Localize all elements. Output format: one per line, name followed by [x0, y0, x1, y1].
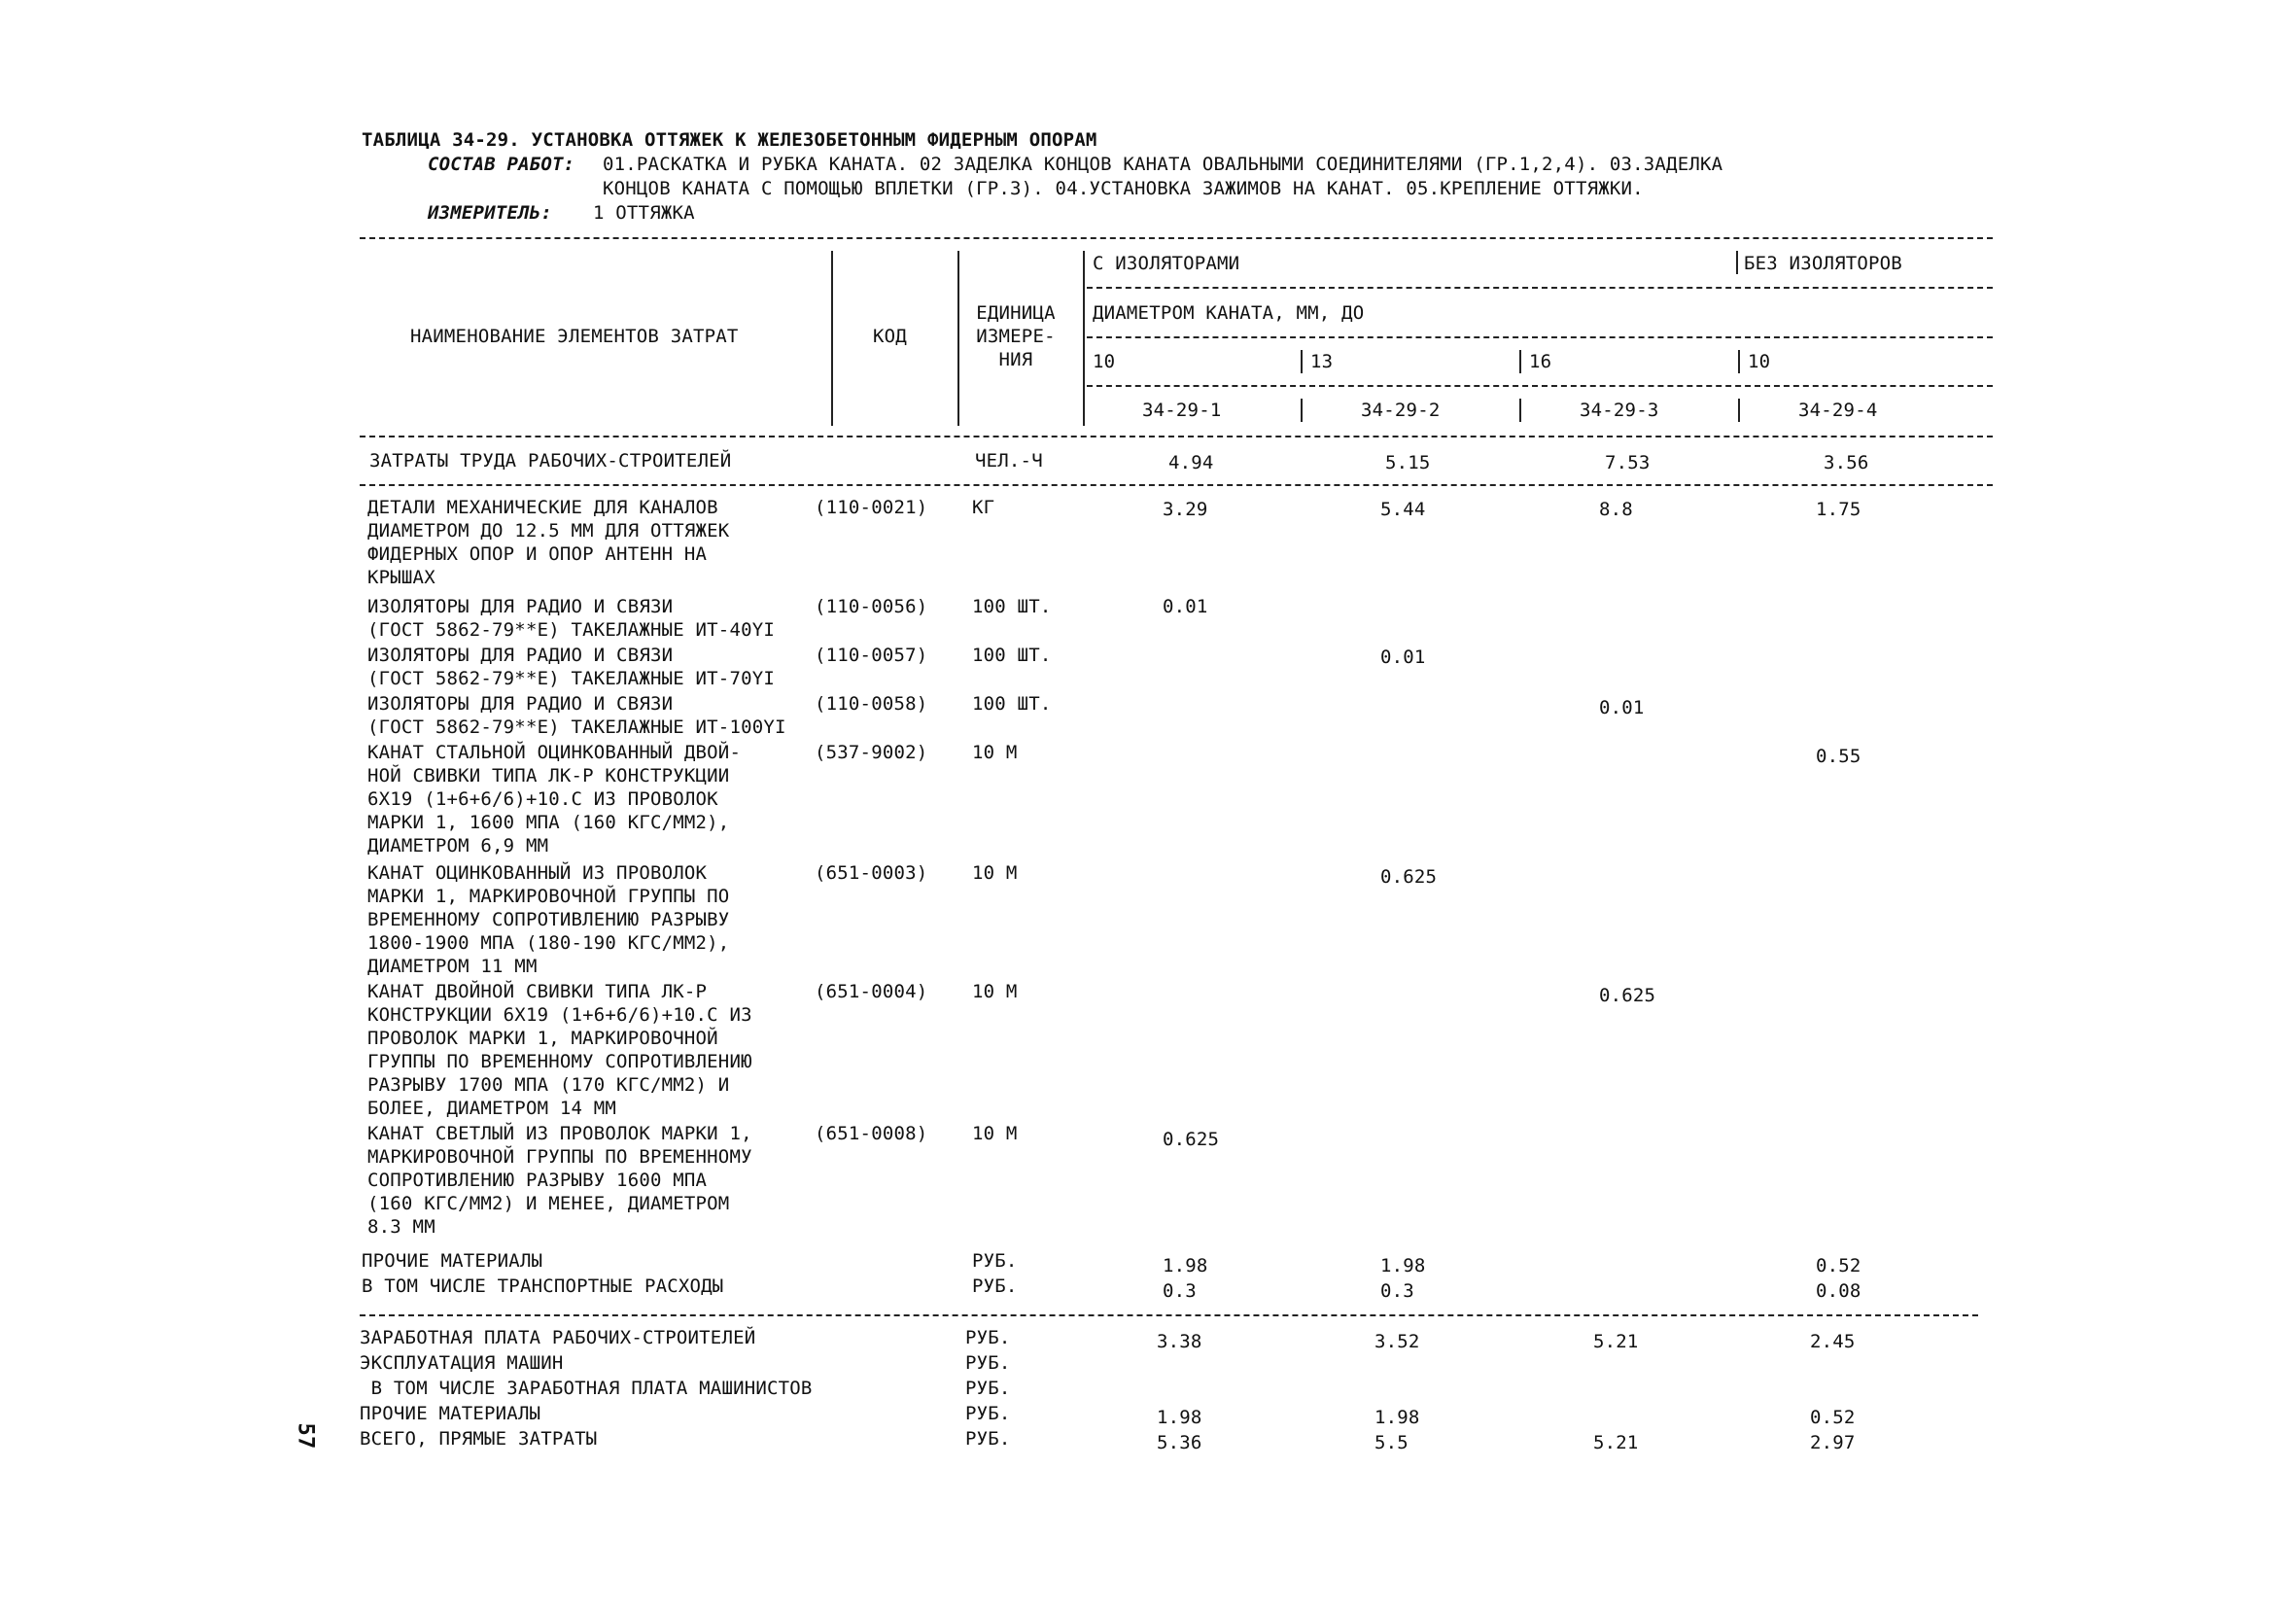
material-unit: 100 ШТ. — [972, 645, 1052, 666]
diameter-13: 13 — [1310, 351, 1334, 372]
header-separator-code — [831, 251, 833, 426]
header-top-rule — [360, 237, 1993, 239]
table-title: ТАБЛИЦА 34-29. УСТАНОВКА ОТТЯЖЕК К ЖЕЛЕЗОБЕТОННЫМ ФИДЕРНЫМ ОПОРАМ — [362, 129, 1097, 151]
material-unit: 100 ШТ. — [972, 693, 1052, 715]
header-separator-unit — [957, 251, 959, 426]
summary-name: ЭКСПЛУАТАЦИЯ МАШИН — [360, 1352, 564, 1374]
with-insulators-header: С ИЗОЛЯТОРАМИ — [1093, 253, 1240, 274]
material-name: КАНАТ ОЦИНКОВАННЫЙ ИЗ ПРОВОЛОК МАРКИ 1, МАРКИРОВОЧНОЙ ГРУППЫ ПО ВРЕМЕННОМУ СОПРОТИВЛЕНИЮ РАЗРЫВУ 1800-1900 МПА (180-190 КГС/ММ2), ДИАМЕТРОМ 11 ММ — [367, 862, 730, 977]
material-value: 1.75 — [1816, 499, 1861, 520]
summary-unit: РУБ. — [965, 1403, 1011, 1424]
summary-value: 1.98 — [1157, 1407, 1202, 1428]
summary-value: 5.36 — [1157, 1432, 1202, 1453]
summary-unit: РУБ. — [965, 1327, 1011, 1348]
header-bottom-rule — [360, 436, 1993, 437]
diameter-header: ДИАМЕТРОМ КАНАТА, ММ, ДО — [1093, 302, 1365, 324]
header-separator-d16 — [1519, 350, 1521, 373]
labor-unit: ЧЕЛ.-Ч — [975, 450, 1043, 472]
material-name: ИЗОЛЯТОРЫ ДЛЯ РАДИО И СВЯЗИ (ГОСТ 5862-79**Е) ТАКЕЛАЖНЫЕ ИТ-40YI — [367, 596, 776, 641]
header-rule-diameters — [1087, 385, 1993, 387]
measure-label: ИЗМЕРИТЕЛЬ: — [428, 202, 553, 224]
material-name: ИЗОЛЯТОРЫ ДЛЯ РАДИО И СВЯЗИ (ГОСТ 5862-79**Е) ТАКЕЛАЖНЫЕ ИТ-70YI — [367, 645, 776, 689]
column-code-2: 34-29-2 — [1361, 400, 1441, 421]
summary-unit: РУБ. — [965, 1352, 1011, 1374]
material-unit: 10 М — [972, 862, 1018, 884]
material-value: 0.3 — [1380, 1280, 1414, 1302]
diameter-16: 16 — [1529, 351, 1552, 372]
material-code: (110-0056) — [815, 596, 928, 617]
summary-name: ПРОЧИЕ МАТЕРИАЛЫ — [360, 1403, 541, 1424]
summary-name: ЗАРАБОТНАЯ ПЛАТА РАБОЧИХ-СТРОИТЕЛЕЙ — [360, 1327, 756, 1348]
labor-name: ЗАТРАТЫ ТРУДА РАБОЧИХ-СТРОИТЕЛЕЙ — [369, 450, 732, 472]
name-column-header: НАИМЕНОВАНИЕ ЭЛЕМЕНТОВ ЗАТРАТ — [410, 326, 739, 347]
header-separator-values — [1083, 251, 1085, 426]
material-code: (651-0008) — [815, 1123, 928, 1144]
material-value: 0.01 — [1599, 697, 1645, 718]
material-code: (651-0003) — [815, 862, 928, 884]
material-name: ИЗОЛЯТОРЫ ДЛЯ РАДИО И СВЯЗИ (ГОСТ 5862-79**Е) ТАКЕЛАЖНЫЕ ИТ-100YI — [367, 693, 786, 738]
material-code: (110-0057) — [815, 645, 928, 666]
summary-name: ВСЕГО, ПРЯМЫЕ ЗАТРАТЫ — [360, 1428, 598, 1450]
material-value: 0.55 — [1816, 746, 1861, 767]
column-code-1: 34-29-1 — [1142, 400, 1222, 421]
material-name: ДЕТАЛИ МЕХАНИЧЕСКИЕ ДЛЯ КАНАЛОВ ДИАМЕТРОМ ДО 12.5 ММ ДЛЯ ОТТЯЖЕК ФИДЕРНЫХ ОПОР И ОПОР АНТЕНН НА КРЫШАХ — [367, 497, 730, 588]
material-code: (537-9002) — [815, 742, 928, 763]
material-value: 0.01 — [1380, 647, 1426, 668]
header-separator-code2 — [1301, 399, 1303, 422]
summary-unit: РУБ. — [965, 1428, 1011, 1450]
material-unit: 10 М — [972, 981, 1018, 1002]
material-value: 1.98 — [1380, 1255, 1426, 1276]
materials-bottom-rule — [360, 1314, 1978, 1316]
material-value: 0.625 — [1380, 866, 1438, 888]
column-code-4: 34-29-4 — [1798, 400, 1878, 421]
header-separator-code3 — [1519, 399, 1521, 422]
summary-value: 0.52 — [1810, 1407, 1856, 1428]
page-number: 57 — [293, 1422, 318, 1450]
header-rule-with-insulators — [1087, 287, 1993, 289]
labor-value-2: 5.15 — [1385, 452, 1431, 473]
material-unit: РУБ. — [972, 1250, 1018, 1272]
material-name: КАНАТ ДВОЙНОЙ СВИВКИ ТИПА ЛК-Р КОНСТРУКЦИИ 6Х19 (1+6+6/6)+10.С ИЗ ПРОВОЛОК МАРКИ 1, МАРКИРОВОЧНОЙ ГРУППЫ ПО ВРЕМЕННОМУ СОПРОТИВЛЕНИЮ РАЗРЫВУ 1700 МПА (170 КГС/ММ2) И БОЛЕЕ, ДИАМЕТРОМ 14 ММ — [367, 981, 752, 1119]
material-value: 0.08 — [1816, 1280, 1861, 1302]
material-code: (110-0058) — [815, 693, 928, 715]
material-name: ПРОЧИЕ МАТЕРИАЛЫ — [362, 1250, 543, 1272]
material-code: (651-0004) — [815, 981, 928, 1002]
summary-value: 2.45 — [1810, 1331, 1856, 1352]
labor-value-1: 4.94 — [1168, 452, 1214, 473]
summary-value: 5.21 — [1593, 1432, 1639, 1453]
material-name: В ТОМ ЧИСЛЕ ТРАНСПОРТНЫЕ РАСХОДЫ — [362, 1276, 724, 1297]
material-unit: КГ — [972, 497, 995, 518]
material-value: 0.625 — [1163, 1129, 1220, 1150]
material-unit: 10 М — [972, 1123, 1018, 1144]
diameter-10-without: 10 — [1748, 351, 1771, 372]
labor-value-4: 3.56 — [1824, 452, 1869, 473]
material-unit: 10 М — [972, 742, 1018, 763]
header-separator-d13 — [1301, 350, 1303, 373]
work-composition-label: СОСТАВ РАБОТ: — [428, 154, 575, 175]
material-code: (110-0021) — [815, 497, 928, 518]
summary-value: 5.21 — [1593, 1331, 1639, 1352]
column-code-3: 34-29-3 — [1580, 400, 1659, 421]
material-unit: 100 ШТ. — [972, 596, 1052, 617]
material-value: 1.98 — [1163, 1255, 1208, 1276]
material-name: КАНАТ СТАЛЬНОЙ ОЦИНКОВАННЫЙ ДВОЙ- НОЙ СВИВКИ ТИПА ЛК-Р КОНСТРУКЦИИ 6Х19 (1+6+6/6)+10.С ИЗ ПРОВОЛОК МАРКИ 1, 1600 МПА (160 КГС/ММ2), ДИАМЕТРОМ 6,9 ММ — [367, 742, 742, 856]
material-value: 8.8 — [1599, 499, 1633, 520]
measure-value: 1 ОТТЯЖКА — [593, 202, 695, 224]
diameter-10: 10 — [1093, 351, 1116, 372]
material-value: 3.29 — [1163, 499, 1208, 520]
material-unit: РУБ. — [972, 1276, 1018, 1297]
summary-value: 1.98 — [1374, 1407, 1420, 1428]
code-column-header: КОД — [873, 326, 907, 347]
unit-column-header: ЕДИНИЦА ИЗМЕРЕ- НИЯ — [976, 302, 1056, 370]
labor-bottom-rule — [360, 484, 1993, 486]
material-value: 0.52 — [1816, 1255, 1861, 1276]
header-separator-code4 — [1738, 399, 1740, 422]
summary-value: 3.52 — [1374, 1331, 1420, 1352]
labor-value-3: 7.53 — [1605, 452, 1651, 473]
work-composition-line-1: 01.РАСКАТКА И РУБКА КАНАТА. 02 ЗАДЕЛКА КОНЦОВ КАНАТА ОВАЛЬНЫМИ СОЕДИНИТЕЛЯМИ (ГР.1,2,4). 03.ЗАДЕЛКА — [603, 154, 1723, 175]
work-composition-line-2: КОНЦОВ КАНАТА С ПОМОЩЬЮ ВПЛЕТКИ (ГР.3). 04.УСТАНОВКА ЗАЖИМОВ НА КАНАТ. 05.КРЕПЛЕНИЕ ОТТЯЖКИ. — [603, 178, 1644, 199]
without-insulators-header: БЕЗ ИЗОЛЯТОРОВ — [1744, 253, 1902, 274]
summary-name: В ТОМ ЧИСЛЕ ЗАРАБОТНАЯ ПЛАТА МАШИНИСТОВ — [360, 1378, 813, 1399]
material-value: 0.3 — [1163, 1280, 1197, 1302]
header-rule-diameter — [1087, 336, 1993, 338]
summary-unit: РУБ. — [965, 1378, 1011, 1399]
summary-value: 2.97 — [1810, 1432, 1856, 1453]
header-separator-d10b — [1738, 350, 1740, 373]
material-value: 0.625 — [1599, 985, 1656, 1006]
material-value: 0.01 — [1163, 596, 1208, 617]
summary-value: 3.38 — [1157, 1331, 1202, 1352]
material-value: 5.44 — [1380, 499, 1426, 520]
header-separator-without — [1736, 251, 1738, 274]
summary-value: 5.5 — [1374, 1432, 1409, 1453]
material-name: КАНАТ СВЕТЛЫЙ ИЗ ПРОВОЛОК МАРКИ 1, МАРКИРОВОЧНОЙ ГРУППЫ ПО ВРЕМЕННОМУ СОПРОТИВЛЕНИЮ РАЗРЫВУ 1600 МПА (160 КГС/ММ2) И МЕНЕЕ, ДИАМЕТРОМ 8.3 ММ — [367, 1123, 752, 1238]
